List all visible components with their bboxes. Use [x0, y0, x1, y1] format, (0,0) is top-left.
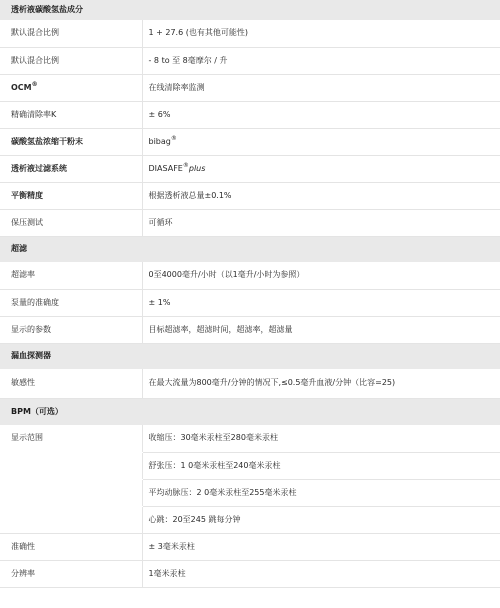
row-value: - 8 to 至 8毫摩尔 / 升: [142, 47, 500, 74]
row-label: 平衡精度: [0, 182, 142, 209]
table-row: [0, 209, 500, 236]
row-label: 碳酸氢盐浓缩干粉末: [0, 128, 142, 155]
ocm-label: OCM: [11, 82, 32, 92]
section-title-blood-leak: 漏血探测器: [0, 343, 500, 369]
section-header: [0, 398, 500, 425]
table-row: [0, 316, 500, 343]
diasafe-text: DIASAFE: [148, 163, 183, 173]
section-header: [0, 343, 500, 369]
table-row: [0, 155, 500, 182]
section-title-dialysate: 透析液碳酸氢盐成分: [0, 0, 500, 20]
section-title-bpm: BPM（可选）: [0, 398, 500, 425]
row-label: 超滤率: [0, 262, 142, 289]
row-label: 精确清除率K: [0, 101, 142, 128]
row-value: 1毫米汞柱: [142, 560, 500, 587]
row-label: 准确性: [0, 533, 142, 560]
table-row: [0, 128, 500, 155]
table-row: [0, 425, 500, 452]
table-row: [0, 289, 500, 316]
row-value: 舒张压：1 0毫米汞柱至240毫米汞柱: [142, 452, 500, 479]
row-value: 目标超滤率，超滤时间，超滤率，超滤量: [142, 316, 500, 343]
row-label: 分辨率: [0, 560, 142, 587]
table-row: [0, 479, 500, 506]
row-label: 默认混合比例: [0, 20, 142, 47]
row-value: 心跳：20至245 跳每分钟: [142, 506, 500, 533]
row-label: 透析液过滤系统: [0, 155, 142, 182]
row-value: 平均动脉压：2 0毫米汞柱至255毫米汞柱: [142, 479, 500, 506]
registered-mark: ®: [170, 134, 177, 142]
row-label: [0, 74, 142, 101]
row-value: ± 6%: [142, 101, 500, 128]
row-value: 在线清除率监测: [142, 74, 500, 101]
row-label: 显示的参数: [0, 316, 142, 343]
table-row: [0, 452, 500, 479]
bibag-text: bibag: [148, 136, 171, 146]
row-label-empty: [0, 452, 142, 479]
row-value: ± 1%: [142, 289, 500, 316]
row-label: 默认混合比例: [0, 47, 142, 74]
table-row: [0, 369, 500, 398]
row-value: 在最大流量为800毫升/分钟的情况下,≤0.5毫升血液/分钟（比容=25): [142, 369, 500, 398]
table-row: [0, 506, 500, 533]
table-row: [0, 101, 500, 128]
table-row: [0, 533, 500, 560]
row-label-empty: [0, 506, 142, 533]
plus-text: plus: [188, 163, 206, 173]
registered-mark: ®: [31, 80, 38, 88]
section-header: [0, 236, 500, 262]
row-value: 收缩压：30毫米汞柱至280毫米汞柱: [142, 425, 500, 452]
table-row: [0, 47, 500, 74]
section-header: [0, 0, 500, 20]
row-label: 泵量的准确度: [0, 289, 142, 316]
table-row: [0, 74, 500, 101]
row-value: ± 3毫米汞柱: [142, 533, 500, 560]
row-value: 可循环: [142, 209, 500, 236]
row-value: 1 + 27.6 (也有其他可能性): [142, 20, 500, 47]
section-title-ultrafiltration: 超滤: [0, 236, 500, 262]
row-label: 显示范围: [0, 425, 142, 452]
row-label: 敏感性: [0, 369, 142, 398]
registered-mark: ®: [182, 161, 189, 169]
row-label-empty: [0, 479, 142, 506]
row-value: [142, 128, 500, 155]
table-row: [0, 262, 500, 289]
table-row: [0, 20, 500, 47]
row-value: 根据透析液总量±0.1%: [142, 182, 500, 209]
table-row: [0, 182, 500, 209]
table-row: [0, 560, 500, 587]
row-value: [142, 155, 500, 182]
row-value: 0至4000毫升/小时（以1毫升/小时为参照）: [142, 262, 500, 289]
row-label: 保压测试: [0, 209, 142, 236]
